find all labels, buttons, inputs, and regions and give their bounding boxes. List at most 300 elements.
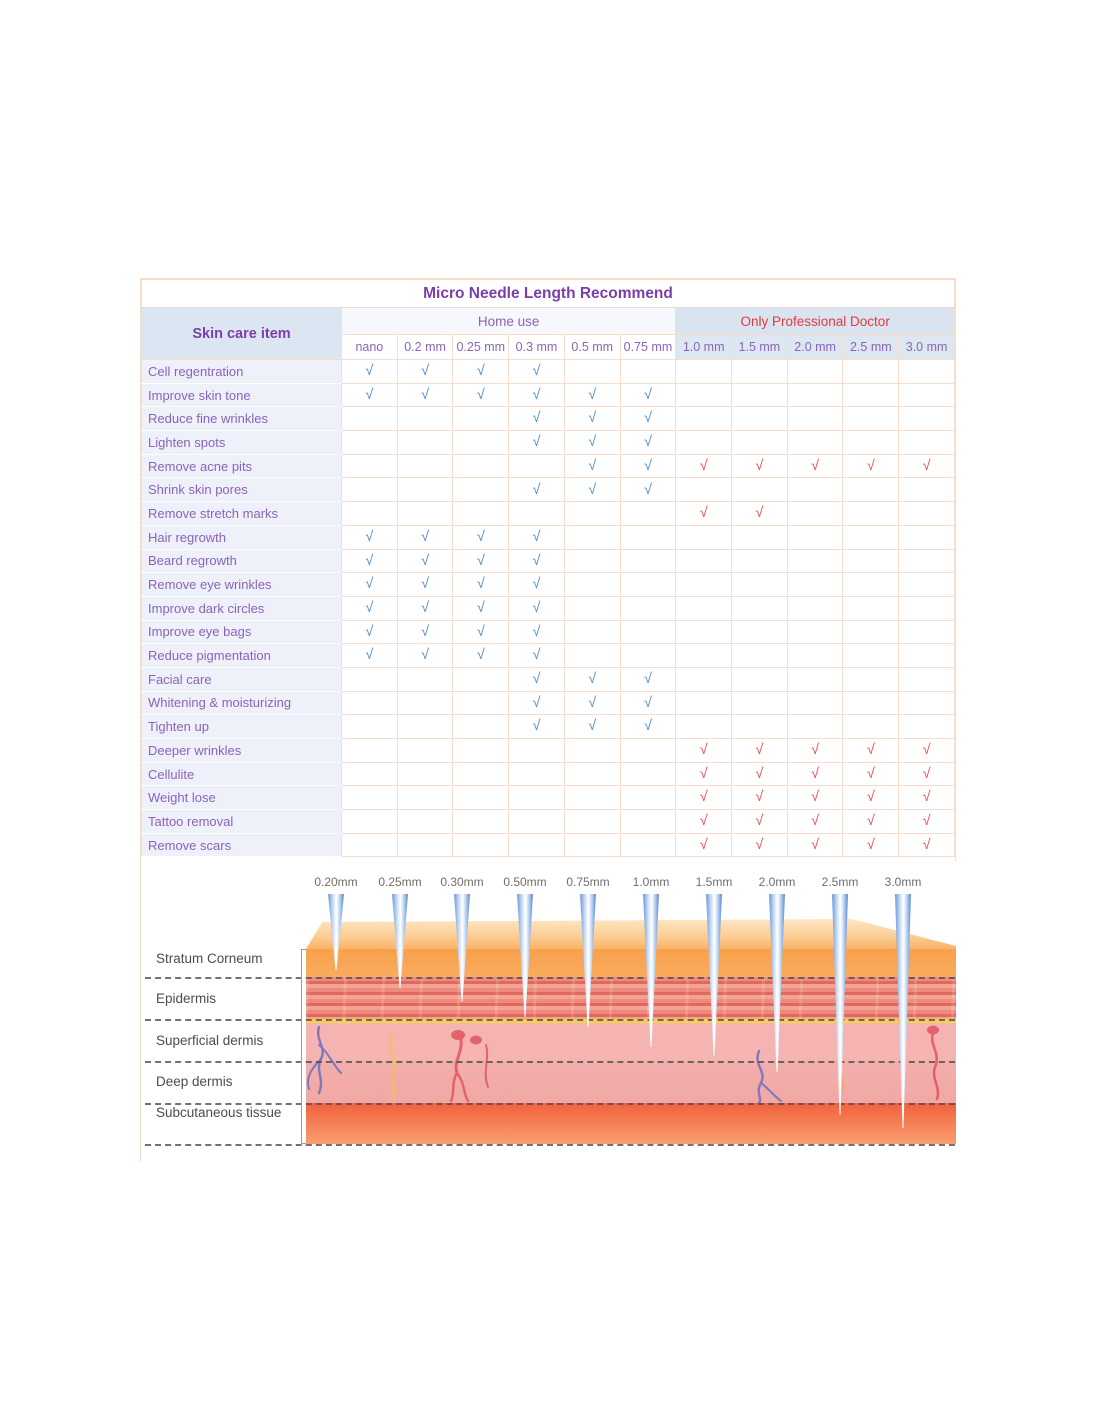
table-row: [142, 715, 955, 739]
check-mark: √: [453, 383, 509, 407]
empty-cell: [676, 525, 732, 549]
empty-cell: [899, 431, 955, 455]
row-label: Weight lose: [142, 786, 342, 810]
empty-cell: [564, 786, 620, 810]
empty-cell: [397, 739, 453, 763]
table-row: [142, 739, 955, 763]
empty-cell: [342, 502, 398, 526]
empty-cell: [787, 478, 843, 502]
table-row: [142, 502, 955, 526]
check-mark: √: [564, 715, 620, 739]
empty-cell: [342, 833, 398, 857]
empty-cell: [453, 502, 509, 526]
row-label: Improve dark circles: [142, 596, 342, 620]
table-row: [142, 786, 955, 810]
check-mark: √: [397, 525, 453, 549]
check-mark: √: [676, 739, 732, 763]
check-mark: √: [564, 454, 620, 478]
column-header-1.0-mm: 1.0 mm: [676, 335, 732, 360]
layer-boundary-line: [145, 1144, 955, 1146]
empty-cell: [899, 478, 955, 502]
check-mark: √: [787, 762, 843, 786]
empty-cell: [342, 478, 398, 502]
check-mark: √: [342, 549, 398, 573]
empty-cell: [843, 360, 899, 384]
check-mark: √: [397, 360, 453, 384]
check-mark: √: [843, 786, 899, 810]
layer-boundary-line: [145, 977, 955, 979]
empty-cell: [676, 431, 732, 455]
table-row: [142, 525, 955, 549]
check-mark: √: [899, 833, 955, 857]
column-header-0.3-mm: 0.3 mm: [509, 335, 565, 360]
row-label: Lighten spots: [142, 431, 342, 455]
table-row: [142, 360, 955, 384]
empty-cell: [620, 502, 676, 526]
check-mark: √: [620, 715, 676, 739]
table-row: [142, 810, 955, 834]
check-mark: √: [787, 786, 843, 810]
check-mark: √: [732, 739, 788, 763]
empty-cell: [453, 833, 509, 857]
check-mark: √: [453, 644, 509, 668]
table-row: [142, 667, 955, 691]
empty-cell: [843, 573, 899, 597]
column-header-3.0-mm: 3.0 mm: [899, 335, 955, 360]
empty-cell: [899, 502, 955, 526]
check-mark: √: [509, 360, 565, 384]
table-title-row: [142, 280, 955, 308]
empty-cell: [732, 360, 788, 384]
empty-cell: [732, 525, 788, 549]
group-header-row: [142, 308, 955, 335]
needle-length-label: 1.0mm: [632, 875, 670, 889]
empty-cell: [843, 644, 899, 668]
check-mark: √: [342, 620, 398, 644]
check-mark: √: [843, 762, 899, 786]
check-mark: √: [843, 454, 899, 478]
empty-cell: [787, 573, 843, 597]
empty-cell: [564, 549, 620, 573]
empty-cell: [787, 644, 843, 668]
empty-cell: [620, 739, 676, 763]
check-mark: √: [509, 596, 565, 620]
empty-cell: [676, 715, 732, 739]
table-row: [142, 833, 955, 857]
empty-cell: [342, 786, 398, 810]
check-mark: √: [787, 833, 843, 857]
table-title: Micro Needle Length Recommend: [142, 280, 955, 308]
check-mark: √: [397, 620, 453, 644]
empty-cell: [899, 525, 955, 549]
empty-cell: [397, 691, 453, 715]
check-mark: √: [676, 786, 732, 810]
check-mark: √: [899, 739, 955, 763]
check-mark: √: [509, 691, 565, 715]
layer-boundary-line: [145, 1061, 955, 1063]
check-mark: √: [564, 431, 620, 455]
check-mark: √: [620, 667, 676, 691]
empty-cell: [899, 573, 955, 597]
row-label: Improve skin tone: [142, 383, 342, 407]
empty-cell: [453, 691, 509, 715]
table-row: [142, 383, 955, 407]
check-mark: √: [397, 549, 453, 573]
table-row: [142, 644, 955, 668]
check-mark: √: [342, 573, 398, 597]
empty-cell: [620, 762, 676, 786]
empty-cell: [509, 739, 565, 763]
check-mark: √: [676, 833, 732, 857]
check-mark: √: [732, 810, 788, 834]
empty-cell: [342, 739, 398, 763]
table-row: [142, 549, 955, 573]
check-mark: √: [732, 786, 788, 810]
check-mark: √: [397, 383, 453, 407]
empty-cell: [843, 478, 899, 502]
empty-cell: [843, 407, 899, 431]
empty-cell: [453, 786, 509, 810]
empty-cell: [676, 573, 732, 597]
empty-cell: [787, 360, 843, 384]
check-mark: √: [397, 573, 453, 597]
empty-cell: [397, 833, 453, 857]
empty-cell: [899, 667, 955, 691]
empty-cell: [509, 502, 565, 526]
empty-cell: [787, 431, 843, 455]
empty-cell: [899, 549, 955, 573]
column-header-nano: nano: [342, 335, 398, 360]
empty-cell: [787, 525, 843, 549]
needle-length-label: 0.20mm: [314, 875, 358, 889]
empty-cell: [843, 549, 899, 573]
row-label: Reduce pigmentation: [142, 644, 342, 668]
empty-cell: [397, 762, 453, 786]
empty-cell: [342, 691, 398, 715]
empty-cell: [732, 644, 788, 668]
empty-cell: [453, 407, 509, 431]
table-row: [142, 478, 955, 502]
check-mark: √: [509, 573, 565, 597]
row-label: Cellulite: [142, 762, 342, 786]
empty-cell: [899, 620, 955, 644]
empty-cell: [732, 549, 788, 573]
empty-cell: [564, 833, 620, 857]
empty-cell: [787, 596, 843, 620]
empty-cell: [453, 431, 509, 455]
empty-cell: [564, 502, 620, 526]
empty-cell: [732, 383, 788, 407]
row-label: Tattoo removal: [142, 810, 342, 834]
needle-length-label: 0.50mm: [503, 875, 547, 889]
empty-cell: [843, 667, 899, 691]
column-header-0.5-mm: 0.5 mm: [564, 335, 620, 360]
check-mark: √: [509, 549, 565, 573]
empty-cell: [453, 762, 509, 786]
check-mark: √: [732, 454, 788, 478]
check-mark: √: [843, 810, 899, 834]
table-body: [142, 360, 955, 857]
check-mark: √: [342, 360, 398, 384]
needle-length-label: 0.25mm: [378, 875, 422, 889]
empty-cell: [843, 715, 899, 739]
check-mark: √: [564, 383, 620, 407]
check-mark: √: [620, 454, 676, 478]
empty-cell: [676, 596, 732, 620]
empty-cell: [564, 739, 620, 763]
empty-cell: [397, 667, 453, 691]
empty-cell: [564, 644, 620, 668]
check-mark: √: [342, 383, 398, 407]
empty-cell: [620, 620, 676, 644]
layer-label: Deep dermis: [156, 1074, 233, 1089]
check-mark: √: [509, 620, 565, 644]
table-row: [142, 407, 955, 431]
table-row: [142, 620, 955, 644]
empty-cell: [453, 739, 509, 763]
empty-cell: [620, 644, 676, 668]
empty-cell: [564, 525, 620, 549]
empty-cell: [787, 620, 843, 644]
check-mark: √: [509, 667, 565, 691]
check-mark: √: [453, 525, 509, 549]
empty-cell: [342, 431, 398, 455]
check-mark: √: [564, 478, 620, 502]
skin-care-item-header: Skin care item: [142, 308, 342, 360]
column-header-2.5-mm: 2.5 mm: [843, 335, 899, 360]
row-label: Reduce fine wrinkles: [142, 407, 342, 431]
empty-cell: [620, 833, 676, 857]
check-mark: √: [843, 833, 899, 857]
layer-label: Superficial dermis: [156, 1033, 264, 1048]
empty-cell: [676, 644, 732, 668]
check-mark: √: [564, 667, 620, 691]
empty-cell: [843, 383, 899, 407]
check-mark: √: [620, 407, 676, 431]
row-label: Beard regrowth: [142, 549, 342, 573]
empty-cell: [899, 360, 955, 384]
empty-cell: [843, 502, 899, 526]
check-mark: √: [564, 407, 620, 431]
empty-cell: [787, 667, 843, 691]
check-mark: √: [342, 525, 398, 549]
empty-cell: [397, 407, 453, 431]
empty-cell: [342, 667, 398, 691]
empty-cell: [453, 478, 509, 502]
empty-cell: [676, 383, 732, 407]
check-mark: √: [676, 810, 732, 834]
check-mark: √: [620, 691, 676, 715]
empty-cell: [620, 786, 676, 810]
empty-cell: [899, 596, 955, 620]
check-mark: √: [453, 549, 509, 573]
empty-cell: [342, 810, 398, 834]
row-label: Shrink skin pores: [142, 478, 342, 502]
check-mark: √: [843, 739, 899, 763]
empty-cell: [509, 786, 565, 810]
check-mark: √: [899, 810, 955, 834]
empty-cell: [397, 786, 453, 810]
layer-depth-bracket: [301, 949, 306, 1144]
layer-label: Stratum Corneum: [156, 951, 263, 966]
empty-cell: [787, 502, 843, 526]
empty-cell: [397, 810, 453, 834]
row-label: Remove eye wrinkles: [142, 573, 342, 597]
empty-cell: [509, 810, 565, 834]
empty-cell: [620, 549, 676, 573]
layer-label: Epidermis: [156, 991, 217, 1006]
check-mark: √: [397, 644, 453, 668]
check-mark: √: [453, 573, 509, 597]
needle-length-label: 1.5mm: [695, 875, 733, 889]
empty-cell: [397, 715, 453, 739]
table-row: [142, 431, 955, 455]
check-mark: √: [899, 762, 955, 786]
empty-cell: [732, 667, 788, 691]
check-mark: √: [732, 833, 788, 857]
empty-cell: [899, 715, 955, 739]
professional-doctor-group-header: Only Professional Doctor: [676, 308, 955, 335]
skin-depth-diagram: [141, 861, 957, 1163]
row-label: Remove acne pits: [142, 454, 342, 478]
check-mark: √: [787, 739, 843, 763]
empty-cell: [564, 620, 620, 644]
row-label: Deeper wrinkles: [142, 739, 342, 763]
empty-cell: [732, 478, 788, 502]
check-mark: √: [342, 644, 398, 668]
empty-cell: [397, 454, 453, 478]
check-mark: √: [509, 478, 565, 502]
empty-cell: [899, 644, 955, 668]
empty-cell: [397, 502, 453, 526]
check-mark: √: [899, 454, 955, 478]
empty-cell: [564, 762, 620, 786]
empty-cell: [732, 431, 788, 455]
empty-cell: [342, 715, 398, 739]
empty-cell: [843, 525, 899, 549]
check-mark: √: [509, 407, 565, 431]
empty-cell: [620, 360, 676, 384]
empty-cell: [453, 810, 509, 834]
layer-label: Subcutaneous tissue: [156, 1105, 282, 1120]
check-mark: √: [732, 762, 788, 786]
empty-cell: [564, 596, 620, 620]
check-mark: √: [787, 810, 843, 834]
empty-cell: [732, 596, 788, 620]
check-mark: √: [620, 431, 676, 455]
table-row: [142, 691, 955, 715]
empty-cell: [509, 833, 565, 857]
empty-cell: [899, 691, 955, 715]
empty-cell: [676, 360, 732, 384]
empty-cell: [676, 549, 732, 573]
check-mark: √: [732, 502, 788, 526]
table-row: [142, 573, 955, 597]
empty-cell: [787, 383, 843, 407]
table-row: [142, 596, 955, 620]
row-label: Facial care: [142, 667, 342, 691]
check-mark: √: [620, 383, 676, 407]
empty-cell: [676, 691, 732, 715]
empty-cell: [453, 667, 509, 691]
check-mark: √: [397, 596, 453, 620]
check-mark: √: [676, 502, 732, 526]
empty-cell: [564, 360, 620, 384]
check-mark: √: [342, 596, 398, 620]
empty-cell: [397, 478, 453, 502]
empty-cell: [620, 596, 676, 620]
table-row: [142, 454, 955, 478]
empty-cell: [732, 620, 788, 644]
empty-cell: [564, 573, 620, 597]
row-label: Whitening & moisturizing: [142, 691, 342, 715]
needle-length-label: 2.0mm: [758, 875, 796, 889]
empty-cell: [787, 549, 843, 573]
check-mark: √: [453, 360, 509, 384]
needle-length-label: 2.5mm: [821, 875, 859, 889]
empty-cell: [732, 715, 788, 739]
home-use-group-header: Home use: [342, 308, 676, 335]
empty-cell: [453, 715, 509, 739]
empty-cell: [843, 431, 899, 455]
needle-length-label: 0.75mm: [566, 875, 610, 889]
check-mark: √: [899, 786, 955, 810]
empty-cell: [620, 810, 676, 834]
empty-cell: [397, 431, 453, 455]
empty-cell: [899, 383, 955, 407]
check-mark: √: [564, 691, 620, 715]
empty-cell: [453, 454, 509, 478]
check-mark: √: [676, 762, 732, 786]
column-header-2.0-mm: 2.0 mm: [787, 335, 843, 360]
empty-cell: [620, 573, 676, 597]
row-label: Hair regrowth: [142, 525, 342, 549]
empty-cell: [342, 407, 398, 431]
check-mark: √: [787, 454, 843, 478]
empty-cell: [732, 407, 788, 431]
needle-length-table: [141, 279, 955, 857]
check-mark: √: [453, 596, 509, 620]
check-mark: √: [676, 454, 732, 478]
table-row: [142, 762, 955, 786]
check-mark: √: [509, 715, 565, 739]
check-mark: √: [509, 525, 565, 549]
empty-cell: [676, 407, 732, 431]
empty-cell: [342, 762, 398, 786]
check-mark: √: [509, 431, 565, 455]
empty-cell: [620, 525, 676, 549]
check-mark: √: [453, 620, 509, 644]
column-header-1.5-mm: 1.5 mm: [732, 335, 788, 360]
empty-cell: [732, 691, 788, 715]
layer-boundary-line: [145, 1019, 955, 1021]
empty-cell: [564, 810, 620, 834]
empty-cell: [509, 762, 565, 786]
empty-cell: [787, 691, 843, 715]
empty-cell: [843, 620, 899, 644]
empty-cell: [843, 596, 899, 620]
column-header-0.25-mm: 0.25 mm: [453, 335, 509, 360]
check-mark: √: [509, 383, 565, 407]
row-label: Improve eye bags: [142, 620, 342, 644]
row-label: Remove stretch marks: [142, 502, 342, 526]
empty-cell: [899, 407, 955, 431]
empty-cell: [676, 667, 732, 691]
empty-cell: [732, 573, 788, 597]
empty-cell: [843, 691, 899, 715]
needle-length-label: 3.0mm: [884, 875, 922, 889]
empty-cell: [787, 407, 843, 431]
